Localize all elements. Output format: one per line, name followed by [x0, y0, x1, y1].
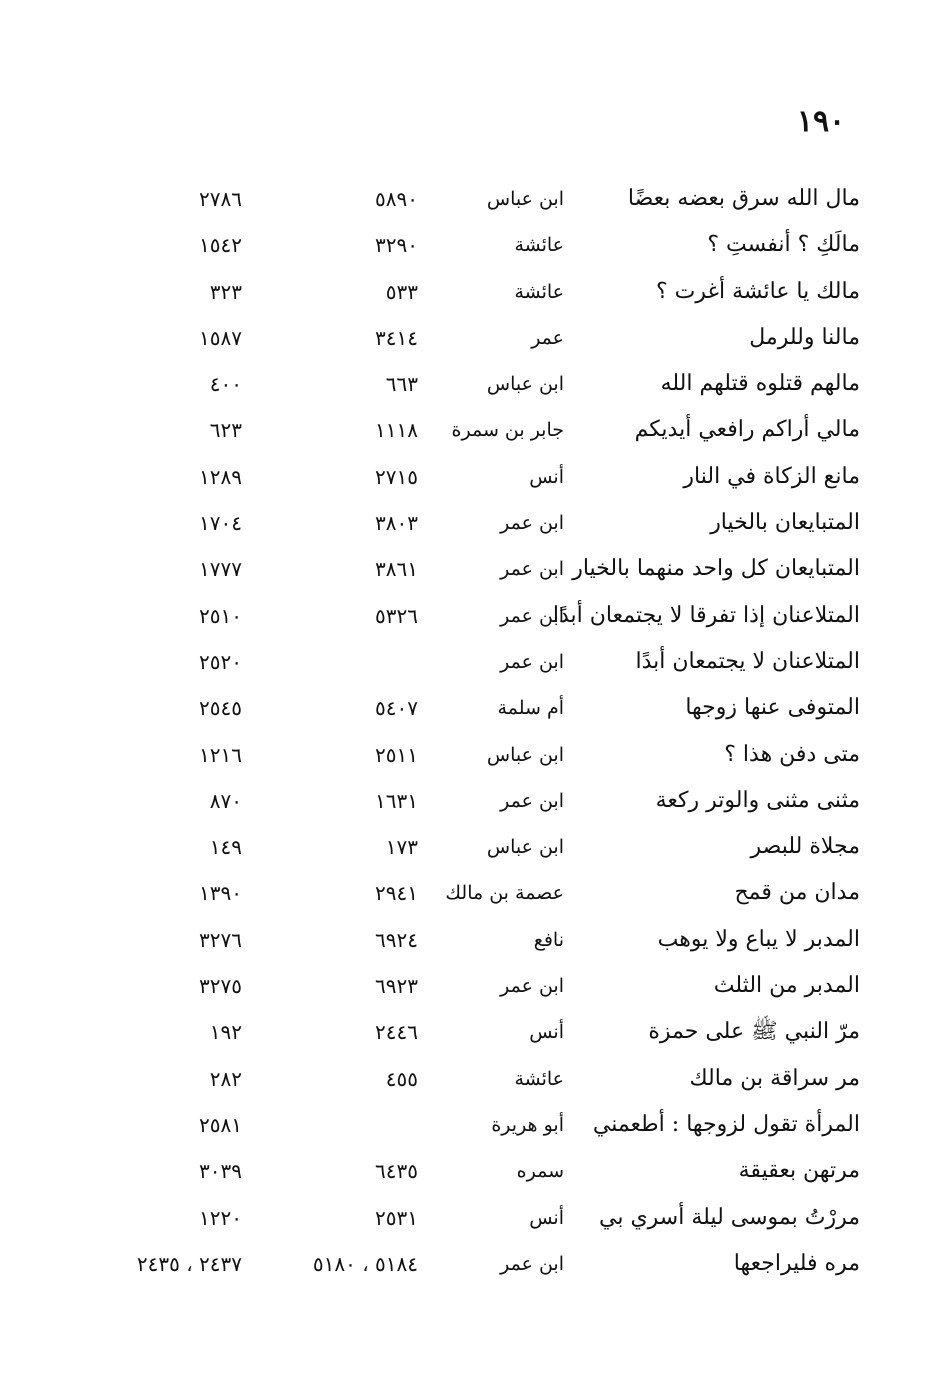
hadith-title: مره فليراجعها	[733, 1250, 860, 1276]
narrator: عائشة	[514, 234, 564, 257]
hadith-number: ٢٩٤١	[375, 881, 418, 906]
narrator: أم سلمة	[497, 697, 564, 720]
reference-page: ٢٥٨١	[199, 1112, 242, 1137]
hadith-title: المدبر لا يباع ولا يوهب	[657, 926, 860, 952]
table-row	[0, 407, 952, 453]
narrator: عصمة بن مالك	[445, 882, 564, 905]
hadith-title: المتبايعان بالخيار	[710, 510, 860, 536]
narrator: ابن عباس	[486, 373, 564, 396]
reference-page: ٣٢٣	[209, 279, 242, 304]
reference-page: ١٣٩٠	[199, 881, 242, 906]
hadith-number: ٦٩٢٤	[375, 927, 418, 952]
reference-page: ١٥٨٧	[199, 325, 242, 350]
hadith-number: ٣٤١٤	[375, 325, 418, 350]
hadith-number: ٦٤٣٥	[375, 1159, 418, 1184]
hadith-title: مجلاة للبصر	[750, 834, 860, 860]
narrator: ابن عمر	[500, 1252, 564, 1275]
table-row	[0, 315, 952, 361]
table-row	[0, 732, 952, 778]
table-row	[0, 963, 952, 1009]
hadith-title: مالك يا عائشة أغرت ؟	[655, 278, 860, 304]
table-row	[0, 593, 952, 639]
hadith-title: مانع الزكاة في النار	[683, 463, 860, 489]
table-row	[0, 269, 952, 315]
reference-page: ١٧٧٧	[199, 557, 242, 582]
table-row	[0, 361, 952, 407]
narrator: نافع	[533, 928, 564, 951]
narrator: ابن عباس	[486, 743, 564, 766]
narrator: جابر بن سمرة	[451, 419, 564, 442]
hadith-title: متى دفن هذا ؟	[724, 741, 860, 767]
narrator: ابن عمر	[500, 650, 564, 673]
reference-page: ١٢٨٩	[199, 464, 242, 489]
reference-page: ١٥٤٢	[199, 233, 242, 258]
reference-page: ٢٥٤٥	[199, 696, 242, 721]
table-row	[0, 639, 952, 685]
reference-page: ٣٠٣٩	[199, 1159, 242, 1184]
narrator: أنس	[529, 465, 564, 488]
hadith-title: مر سراقة بن مالك	[689, 1065, 860, 1091]
narrator: ابن عمر	[500, 512, 564, 535]
narrator: عائشة	[514, 1067, 564, 1090]
reference-page: ٤٠٠	[209, 372, 242, 397]
table-row	[0, 1148, 952, 1194]
table-row	[0, 222, 952, 268]
hadith-title: المدبر من الثلث	[713, 973, 860, 999]
narrator: عمر	[531, 326, 564, 349]
hadith-title: مرتهن بعقيقة	[738, 1158, 860, 1184]
narrator: ابن عمر	[500, 604, 564, 627]
table-row	[0, 500, 952, 546]
table-row	[0, 454, 952, 500]
hadith-number: ٢٥١١	[375, 742, 418, 767]
hadith-title: مال الله سرق بعضه بعضًا	[627, 186, 860, 211]
hadith-title: مالي أراكم رافعي أيديكم	[634, 417, 860, 443]
narrator: ابن عباس	[486, 188, 564, 210]
reference-page: ٨٧٠	[209, 788, 242, 813]
reference-page: ٢٧٨٦	[199, 187, 242, 211]
hadith-number: ٢٧١٥	[375, 464, 418, 489]
narrator: ابن عمر	[500, 789, 564, 812]
table-row	[0, 778, 952, 824]
narrator: عائشة	[514, 280, 564, 303]
narrator: ابن عمر	[500, 975, 564, 998]
hadith-title: المتوفى عنها زوجها	[685, 695, 860, 721]
hadith-number: ٢٥٣١	[375, 1205, 418, 1230]
hadith-title: المتلاعنان لا يجتمعان أبدًا	[635, 648, 860, 674]
hadith-number: ٣٢٩٠	[375, 233, 418, 258]
hadith-number: ٥٣٣	[385, 279, 418, 304]
narrator: ابن عباس	[486, 836, 564, 859]
reference-page: ١٢١٦	[199, 742, 242, 767]
hadith-number: ٣٨٠٣	[375, 511, 418, 536]
reference-page: ٢٨٢	[209, 1066, 242, 1091]
table-row	[0, 685, 952, 731]
reference-page: ٢٤٣٧ ، ٢٤٣٥	[136, 1251, 242, 1276]
table-row	[0, 1195, 952, 1241]
hadith-title: المتلاعنان إذا تفرقا لا يجتمعان أبدًا	[552, 602, 860, 628]
hadith-number: ٥١٨٤ ، ٥١٨٠	[312, 1251, 418, 1276]
hadith-number: ٢٤٤٦	[375, 1020, 418, 1045]
narrator: سمره	[516, 1160, 564, 1183]
table-row	[0, 176, 952, 222]
hadith-number: ١٦٣١	[375, 788, 418, 813]
hadith-title: مررْتُ بموسى ليلة أسري بي	[599, 1204, 860, 1230]
hadith-title: المتبايعان كل واحد منهما بالخيار	[572, 556, 860, 582]
hadith-index-table	[0, 176, 952, 1287]
table-row	[0, 1056, 952, 1102]
table-row	[0, 546, 952, 592]
hadith-title: مالهم قتلوه قتلهم الله	[660, 371, 860, 397]
hadith-title: مرّ النبي ﷺ على حمزة	[648, 1019, 860, 1045]
page-number: ١٩٠	[796, 104, 846, 139]
hadith-number: ٥٤٠٧	[375, 696, 418, 721]
narrator: أبو هريرة	[491, 1113, 564, 1136]
reference-page: ١٢٢٠	[199, 1205, 242, 1230]
hadith-number: ١١١٨	[375, 418, 418, 443]
reference-page: ٦٢٣	[209, 418, 242, 443]
reference-page: ٣٢٧٦	[199, 927, 242, 952]
hadith-title: مثنى مثنى والوتر ركعة	[655, 787, 860, 813]
hadith-number: ١٧٣	[385, 835, 418, 860]
hadith-number: ٦٦٣	[385, 372, 418, 397]
reference-page: ٢٥١٠	[199, 603, 242, 628]
reference-page: ١٤٩	[209, 835, 242, 860]
reference-page: ١٧٠٤	[199, 511, 242, 536]
hadith-number: ٥٨٩٠	[375, 187, 418, 211]
narrator: أنس	[529, 1206, 564, 1229]
table-row	[0, 824, 952, 870]
hadith-number: ٥٣٢٦	[375, 603, 418, 628]
table-row	[0, 1009, 952, 1055]
hadith-title: مدان من قمح	[734, 880, 860, 906]
hadith-number: ٦٩٢٣	[375, 974, 418, 999]
table-row	[0, 1241, 952, 1287]
table-row	[0, 870, 952, 916]
hadith-title: مالنا وللرمل	[749, 324, 860, 350]
reference-page: ٢٥٢٠	[199, 649, 242, 674]
narrator: ابن عمر	[500, 558, 564, 581]
hadith-number: ٤٥٥	[385, 1066, 418, 1091]
narrator: أنس	[529, 1021, 564, 1044]
hadith-number: ٣٨٦١	[375, 557, 418, 582]
table-row	[0, 917, 952, 963]
hadith-title: المرأة تقول لزوجها : أطعمني	[592, 1111, 860, 1137]
table-row	[0, 1102, 952, 1148]
hadith-title: مالَكِ ؟ أنفستِ ؟	[707, 232, 860, 258]
reference-page: ١٩٢	[209, 1020, 242, 1045]
reference-page: ٣٢٧٥	[199, 974, 242, 999]
